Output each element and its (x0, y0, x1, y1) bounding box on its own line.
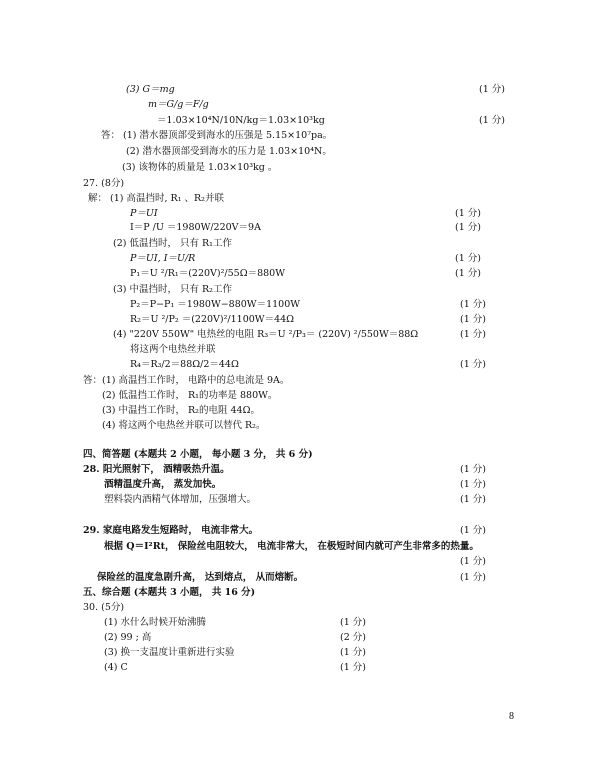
score-label: (1 分) (455, 208, 481, 219)
text-line: ＝1.03×10⁴N/10N/kg＝1.03×10³kg (157, 115, 325, 126)
text-line: P₁＝U ²/R₁＝(220V)²/55Ω＝880W (130, 268, 285, 279)
score-label: (1 分) (455, 222, 481, 233)
section-heading: 五、综合题 (本题共 3 小题， 共 16 分) (83, 587, 256, 598)
text-line: R₄＝R₃/2＝88Ω/2＝44Ω (130, 359, 239, 370)
text-line: (4) 将这两个电热丝并联可以替代 R₂。 (102, 420, 266, 431)
text-line: P＝UI, I＝U/R (130, 253, 196, 264)
text-line: 塑料袋内酒精气体增加，压强增大。 (104, 494, 257, 505)
text-line: P₂＝P−P₁ ＝1980W−880W＝1100W (130, 299, 301, 310)
score-label: (1 分) (460, 299, 486, 310)
text-line: 酒精温度升高， 蒸发加快。 (104, 479, 222, 490)
page-number: 8 (509, 711, 514, 722)
text-line: P＝UI (130, 208, 158, 219)
score-label: (1 分) (455, 268, 481, 279)
text-line: (3) 换一支温度计重新进行实验 (104, 647, 235, 658)
score-label: (1 分) (340, 617, 366, 628)
text-line: (3) 中温挡工作时， R₂的电阻 44Ω。 (102, 405, 260, 416)
question-header: 30. (5分) (83, 602, 125, 613)
score-label: (1 分) (340, 647, 366, 658)
score-label: (1 分) (460, 359, 486, 370)
text-line: 29. 家庭电路发生短路时， 电流非常大。 (83, 525, 259, 536)
text-line: m＝G/g＝F/g (148, 99, 209, 110)
text-line: (3) 中温挡时， 只有 R₂工作 (113, 284, 232, 295)
score-label: (1 分) (455, 253, 481, 264)
text-line: (3) G＝mg (126, 84, 175, 95)
text-line: (2) 99 ; 高 (104, 632, 152, 643)
score-label: (1 分) (479, 115, 505, 126)
text-line: (1) 水什么时候开始沸腾 (104, 617, 206, 628)
text-line: 28. 阳光照射下， 酒精吸热升温。 (83, 464, 230, 475)
score-label: (2 分) (340, 632, 366, 643)
score-label: (1 分) (460, 494, 486, 505)
score-label: (1 分) (460, 479, 486, 490)
text-line: (3) 该物体的质量是 1.03×10³kg 。 (122, 162, 278, 173)
question-header: 27. (8分) (83, 178, 125, 189)
score-label: (1 分) (340, 662, 366, 673)
text-line: 答： (1) 潜水器顶部受到海水的压强是 5.15×10⁷pa。 (101, 130, 333, 141)
text-line: (4) "220V 550W" 电热丝的电阻 R₃＝U ²/P₃＝ (220V) ²/550W＝88Ω (113, 329, 419, 340)
text-line: (2) 潜水器顶部受到海水的压力是 1.03×10⁴N。 (126, 146, 332, 157)
text-line: 解： (1) 高温挡时, R₁ 、R₂并联 (88, 193, 224, 204)
section-heading: 四、简答题 (本题共 2 小题， 每小题 3 分， 共 6 分) (83, 449, 313, 460)
text-line: I＝P /U ＝1980W/220V＝9A (130, 222, 261, 233)
text-line: 根据 Q＝I²Rt， 保险丝电阻较大， 电流非常大， 在极短时间内就可产生非常多的热量。 (104, 541, 479, 552)
text-line: 将这两个电热丝并联 (130, 344, 216, 355)
score-label: (1 分) (460, 329, 486, 340)
text-line: (4) C (104, 662, 128, 673)
score-label: (1 分) (460, 525, 486, 536)
text-line: (2) 低温挡工作时， R₁的功率是 880W。 (102, 390, 278, 401)
text-line: 答：(1) 高温挡工作时， 电路中的总电流是 9A。 (83, 375, 290, 386)
text-line: 保险丝的温度急剧升高， 达到熔点， 从而熔断。 (97, 572, 304, 583)
text-line: R₂＝U ²/P₂ ＝(220V)²/1100W＝44Ω (130, 314, 295, 325)
score-label: (1 分) (479, 84, 505, 95)
score-label: (1 分) (460, 314, 486, 325)
score-label: (1 分) (460, 572, 486, 583)
text-line: (2) 低温挡时， 只有 R₁工作 (113, 238, 232, 249)
score-label: (1 分) (460, 464, 486, 475)
score-label: (1 分) (460, 556, 486, 567)
